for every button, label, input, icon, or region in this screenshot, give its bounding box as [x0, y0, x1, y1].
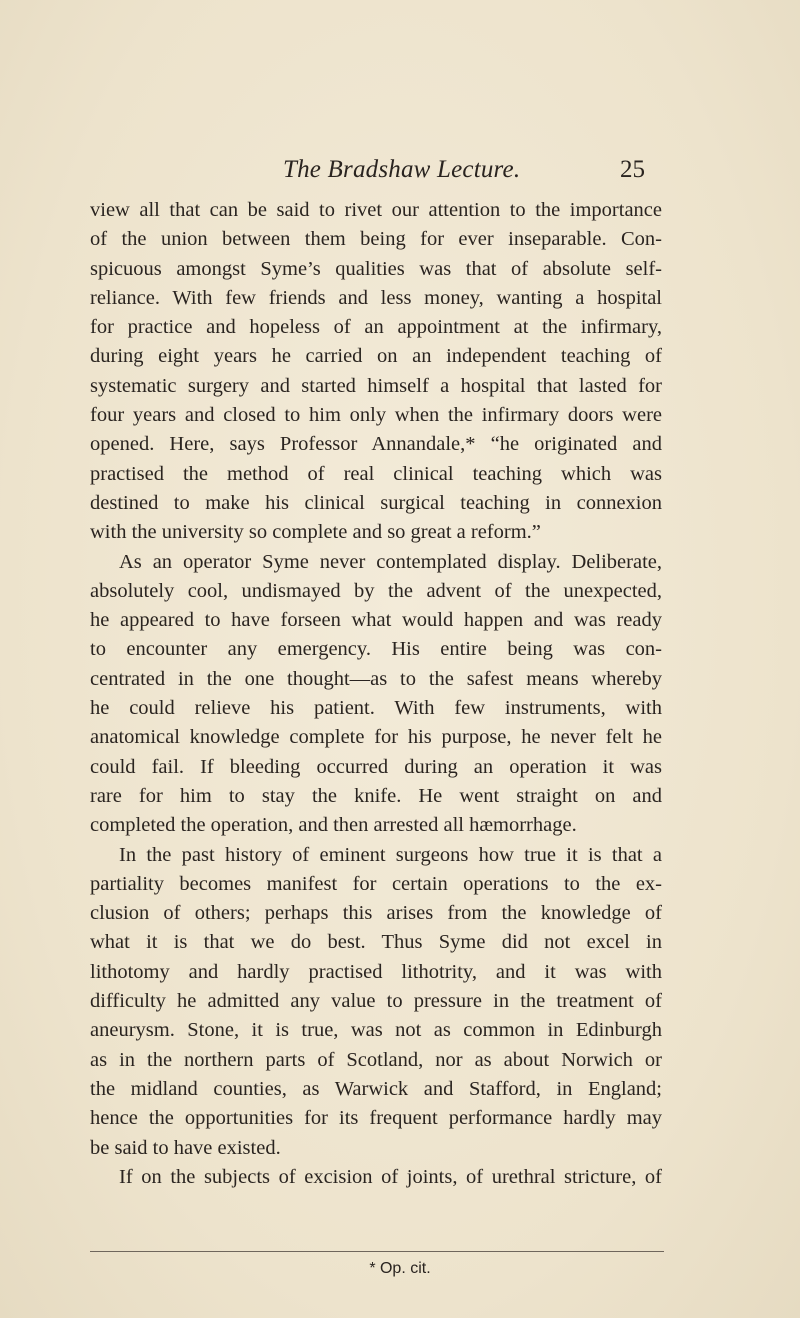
text-line: anatomical knowledge complete for his purpose, he never felt he: [90, 726, 662, 749]
text-line: opened. Here, says Professor Annandale,* “he originated and: [90, 433, 662, 456]
paragraph-start: If on the subjects of excision of joints, of urethral stricture, of: [119, 1165, 662, 1188]
text-line: reliance. With few friends and less money, wanting a hospital: [90, 286, 662, 309]
text-line: be said to have existed.: [90, 1136, 281, 1159]
text-line: could fail. If bleeding occurred during an operation it was: [90, 755, 662, 778]
text-line: what it is that we do best. Thus Syme did not excel in: [90, 931, 662, 954]
footnote-rule: [90, 1251, 664, 1252]
footnote-text: * Op. cit.: [369, 1260, 431, 1277]
paragraph-start: As an operator Syme never contemplated display. Deliberate,: [119, 550, 662, 573]
text-line: he could relieve his patient. With few instruments, with: [90, 697, 662, 720]
text-line: completed the operation, and then arrested all hæmorrhage.: [90, 814, 577, 837]
text-line: hence the opportunities for its frequent performance hardly may: [90, 1107, 662, 1130]
body-text: [90, 196, 662, 1192]
text-line: during eight years he carried on an independent teaching of: [90, 345, 662, 368]
text-line: rare for him to stay the knife. He went straight on and: [90, 784, 662, 807]
text-line: as in the northern parts of Scotland, nor as about Norwich or: [90, 1048, 662, 1071]
text-line: for practice and hopeless of an appointment at the infirmary,: [90, 316, 662, 339]
text-line: clusion of others; perhaps this arises from the knowledge of: [90, 902, 662, 925]
text-line: spicuous amongst Syme’s qualities was that of absolute self-: [90, 257, 662, 280]
page-number: 25: [620, 156, 645, 183]
text-line: view all that can be said to rivet our attention to the importance: [90, 199, 662, 221]
text-line: of the union between them being for ever inseparable. Con-: [90, 228, 662, 251]
text-line: practised the method of real clinical teaching which was: [90, 462, 662, 485]
text-line: destined to make his clinical surgical teaching in connexion: [90, 491, 662, 514]
text-line: lithotomy and hardly practised lithotrity, and it was with: [90, 960, 662, 983]
text-line: to encounter any emergency. His entire being was con-: [90, 638, 662, 661]
text-line: the midland counties, as Warwick and Stafford, in England;: [90, 1077, 662, 1100]
running-title: The Bradshaw Lecture.: [283, 156, 521, 183]
text-line: absolutely cool, undismayed by the advent of the unexpected,: [90, 579, 662, 602]
footnote: [0, 1260, 800, 1278]
text-line: centrated in the one thought—as to the safest means whereby: [90, 667, 662, 690]
text-line: with the university so complete and so great a reform.”: [90, 521, 541, 544]
text-line: aneurysm. Stone, it is true, was not as common in Edinburgh: [90, 1019, 662, 1042]
paragraph-start: In the past history of eminent surgeons how true it is that a: [119, 843, 662, 866]
text-line: partiality becomes manifest for certain operations to the ex-: [90, 872, 662, 895]
text-line: difficulty he admitted any value to pressure in the treatment of: [90, 990, 662, 1013]
text-line: four years and closed to him only when the infirmary doors were: [90, 404, 662, 427]
text-line: he appeared to have forseen what would happen and was ready: [90, 609, 662, 632]
text-line: systematic surgery and started himself a hospital that lasted for: [90, 374, 662, 397]
running-head: [0, 156, 800, 196]
